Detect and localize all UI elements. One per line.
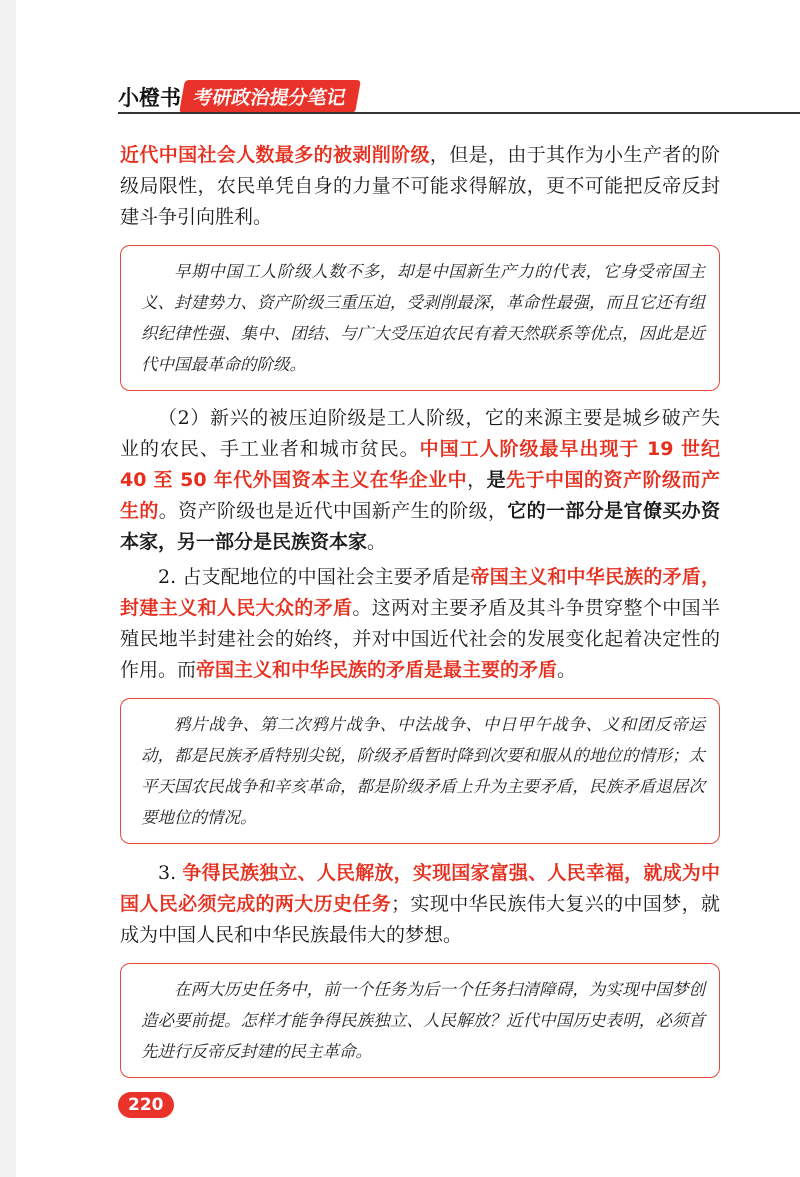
paragraph-historical-tasks — [120, 858, 720, 951]
note-text: 在两大历史任务中，前一个任务为后一个任务扫清障碍，为实现中国梦创造必要前提。怎样才能争得民族独立、人民解放？近代中国历史表明，必须首先进行反帝反封建的民主革命。 — [141, 980, 705, 1061]
body-text: 。 — [557, 659, 577, 681]
bold-text: 是 — [486, 469, 507, 491]
body-text: 。这两对主要矛盾及其斗争贯穿整个中国半殖民地半封建社会的始终，并对中国近代社会的发展变化起着决定性的作用。而 — [120, 597, 720, 681]
page-number: 220 — [118, 1092, 174, 1118]
page-edge — [0, 0, 16, 1177]
paragraph-peasants — [120, 140, 720, 233]
note-box-tasks — [120, 963, 720, 1078]
page-header — [118, 78, 800, 118]
note-text: 早期中国工人阶级人数不多，却是中国新生产力的代表，它身受帝国主义、封建势力、资产阶级三重压迫，受剥削最深，革命性最强，而且它还有组织纪律性强、集中、团结、与广大受压迫农民有着天然联系等优点，因此是近代中国最革命的阶级。 — [141, 262, 705, 374]
body-text: ， — [467, 469, 487, 491]
highlight-text: 帝国主义和中华民族的矛盾是最主要的矛盾 — [196, 659, 558, 681]
brand-title: 小橙书 — [118, 86, 181, 110]
paragraph-main-contradictions — [120, 562, 720, 686]
note-box-contradictions — [120, 698, 720, 844]
body-text: ，但是，由于其作为小生产者的阶级局限性，农民单凭自身的力量不可能求得解放，更不可能把反帝反封建斗争引向胜利。 — [120, 144, 720, 228]
header-rule — [118, 112, 800, 114]
highlight-text: 先于中国的资产阶级而产生的 — [120, 469, 720, 522]
body-text: ；实现中华民族伟大复兴的中国梦，就成为中国人民和中华民族最伟大的梦想。 — [120, 893, 720, 946]
highlight-text: 近代中国社会人数最多的被剥削阶级 — [120, 144, 430, 166]
highlight-text: 中国工人阶级最早出现于 19 世纪 40 至 50 年代外国资本主义在华企业中 — [120, 438, 720, 491]
note-text: 鸦片战争、第二次鸦片战争、中法战争、中日甲午战争、义和团反帝运动，都是民族矛盾特别尖锐，阶级矛盾暂时降到次要和服从的地位的情形；太平天国农民战争和辛亥革命，都是阶级矛盾上升为主要矛盾，民族矛盾退居次要地位的情况。 — [141, 715, 705, 827]
body-text: 。资产阶级也是近代中国新产生的阶级， — [158, 500, 508, 522]
body-text: 3. — [158, 862, 183, 884]
body-text: 。 — [367, 531, 387, 553]
page-content — [120, 140, 720, 1078]
note-box-workers — [120, 245, 720, 391]
body-text: 2. 占支配地位的中国社会主要矛盾是 — [158, 566, 471, 588]
header-subtitle: 考研政治提分笔记 — [179, 80, 361, 113]
bold-text: 它的一部分是官僚买办资本家，另一部分是民族资本家 — [120, 500, 720, 553]
highlight-text: 帝国主义和中华民族的矛盾，封建主义和人民大众的矛盾 — [120, 566, 720, 619]
body-text: （2）新兴的被压迫阶级是工人阶级，它的来源主要是城乡破产失业的农民、手工业者和城市贫民。 — [120, 407, 720, 460]
paragraph-working-class — [120, 403, 720, 558]
highlight-text: 争得民族独立、人民解放，实现国家富强、人民幸福，就成为中国人民必须完成的两大历史任务 — [120, 862, 720, 915]
